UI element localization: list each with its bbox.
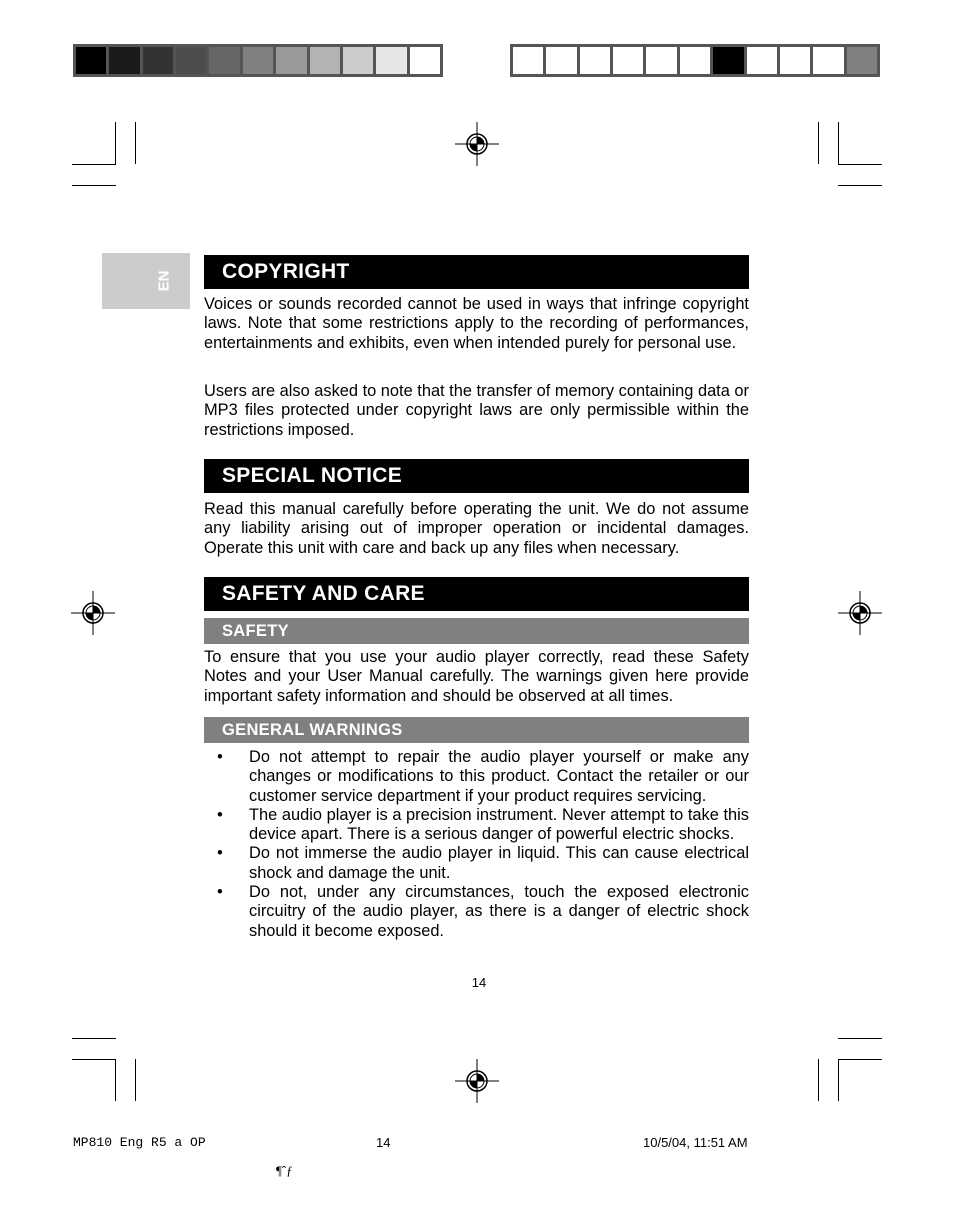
color-swatch [143, 47, 173, 74]
warning-text: The audio player is a precision instrument. Never attempt to take this device apart. There is a serious danger of powerful electric shocks. [249, 805, 749, 844]
color-swatch [580, 47, 610, 74]
bullet: • [217, 883, 223, 902]
crop-mark [838, 164, 882, 165]
general-warnings-list [204, 748, 749, 941]
crop-mark [135, 122, 136, 164]
bullet: • [217, 844, 223, 863]
registration-mark-icon [71, 591, 115, 635]
warning-text: Do not attempt to repair the audio player yourself or make any changes or modifications to this product. Contact the retailer or our customer service department if your product requires servicing. [249, 748, 749, 805]
color-swatch [847, 47, 877, 74]
copyright-paragraph: Voices or sounds recorded cannot be used in ways that infringe copyright laws. Note that some restrictions apply to the recording of performances, entertainments and exhibits, even when intended purely for personal use. [204, 295, 749, 352]
page-number: 14 [471, 975, 487, 990]
crop-mark [135, 1059, 136, 1101]
crop-mark [72, 185, 116, 186]
slug-filename: MP810 Eng R5 a OP [73, 1135, 206, 1150]
slug-garbled-text: ¶ˆƒ [276, 1163, 293, 1178]
crop-mark [115, 122, 116, 164]
slug-page: 14 [376, 1135, 391, 1150]
color-swatch [343, 47, 373, 74]
color-swatch [276, 47, 306, 74]
list-item [204, 748, 749, 806]
bullet: • [217, 805, 223, 824]
section-heading-special-notice: SPECIAL NOTICE [204, 459, 749, 493]
color-calibration-bar-left [73, 44, 443, 77]
list-item [204, 806, 749, 845]
color-swatch [680, 47, 710, 74]
language-tab-label: EN [155, 270, 173, 292]
warning-text: Do not immerse the audio player in liquid. This can cause electrical shock and damage the unit. [249, 844, 749, 882]
special-notice-paragraph: Read this manual carefully before operating the unit. We do not assume any liability arising out of improper operation or incidental damages. Operate this unit with care and back up any files when necessary. [204, 500, 749, 557]
crop-mark [818, 1059, 819, 1101]
section-heading-copyright: COPYRIGHT [204, 255, 749, 289]
color-swatch [243, 47, 273, 74]
crop-mark [838, 1059, 882, 1060]
color-swatch [780, 47, 810, 74]
color-swatch [176, 47, 206, 74]
crop-mark [72, 1059, 116, 1060]
registration-mark-icon [455, 1059, 499, 1103]
color-swatch [713, 47, 743, 74]
color-swatch [613, 47, 643, 74]
crop-mark [818, 122, 819, 164]
color-swatch [76, 47, 106, 74]
crop-mark [838, 185, 882, 186]
color-swatch [376, 47, 406, 74]
slug-datetime: 10/5/04, 11:51 AM [643, 1135, 748, 1150]
bullet: • [217, 748, 223, 766]
crop-mark [72, 1038, 116, 1039]
crop-mark [72, 164, 116, 165]
color-calibration-bar-right [510, 44, 880, 77]
copyright-paragraph: Users are also asked to note that the transfer of memory containing data or MP3 files protected under copyright laws are only permissible within the restrictions imposed. [204, 382, 749, 439]
color-swatch [209, 47, 239, 74]
crop-mark [115, 1059, 116, 1101]
color-swatch [813, 47, 843, 74]
crop-mark [838, 1038, 882, 1039]
color-swatch [646, 47, 676, 74]
language-tab [102, 253, 190, 309]
crop-mark [838, 1059, 839, 1101]
color-swatch [747, 47, 777, 74]
registration-mark-icon [455, 122, 499, 166]
list-item [204, 844, 749, 883]
color-swatch [410, 47, 440, 74]
section-heading-safety-and-care: SAFETY AND CARE [204, 577, 749, 611]
subheading-safety: SAFETY [204, 618, 749, 644]
warning-text: Do not, under any circumstances, touch the exposed electronic circuitry of the audio player, as there is a danger of electric shock should it become exposed. [249, 883, 749, 940]
color-swatch [546, 47, 576, 74]
safety-paragraph: To ensure that you use your audio player correctly, read these Safety Notes and your User Manual carefully. The warnings given here provide important safety information and should be observed at all times. [204, 648, 749, 705]
color-swatch [513, 47, 543, 74]
registration-mark-icon [838, 591, 882, 635]
color-swatch [109, 47, 139, 74]
crop-mark [838, 122, 839, 164]
subheading-general-warnings: GENERAL WARNINGS [204, 717, 749, 743]
color-swatch [310, 47, 340, 74]
list-item [204, 883, 749, 941]
